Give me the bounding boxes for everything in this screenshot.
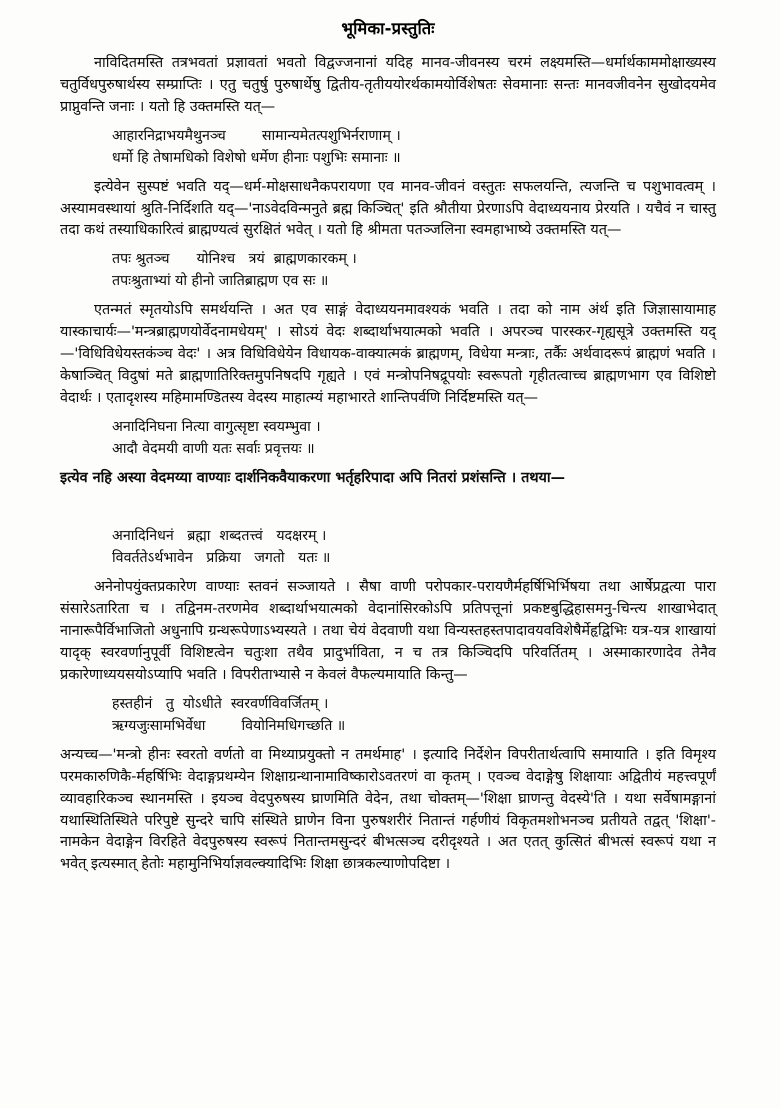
verse-line: तपः श्रुतञ्च योनिश्च त्रयं ब्राह्मणकारकम् । bbox=[112, 251, 357, 268]
paragraph: नाविदितमस्ति तत्रभवतां प्रज्ञावतां भवतो विद्वज्जनानां यदिह मानव-जीवनस्य चरमं लक्ष्यमस्ति—धर्मार्थकाममोक्षाख्यस्य चतुर्विधपुरुषार्थस्य सम्प्राप्तिः । एतु चतुर्षु पुरुषार्थेषु द्वितीय-तृतीययोरर्थकामयोर्विशेषतः सेवमानाः सन्तः मानवजीवनेन सुखोदयमेव प्राप्नुवन्ति जनाः । यतो हि उक्तमस्ति यत्— bbox=[60, 55, 716, 115]
verse-line: हस्तहीनं तु योऽधीते स्वरवर्णविवर्जितम् । bbox=[112, 695, 329, 712]
paragraph: अन्यच्च—'मन्त्रो हीनः स्वरतो वर्णतो वा मिथ्याप्रयुक्तो न तमर्थमाह' । इत्यादि निर्देशेन विपरीतार्थत्वापि समायाति । इति विमृश्य परमकारुणिकै-र्महर्षिभिः वेदाङ्गप्रथम्येन शिक्षाग्रन्थानामाविष्कारोऽवतरणं वा कृतम् । एवञ्च वेदाङ्गेषु शिक्षायाः अद्वितीयं महत्त्वपूर्णं व्यावहारिकञ्च स्थानमस्ति । इयञ्च वेदपुरुषस्य घ्राणमिति वेदेन, तथा चोक्तम्—'शिक्षा घ्राणन्तु वेदस्ये'ति । यथा सर्वेषामङ्गानां यथास्थितिस्थिते परिपुष्टे सुन्दरे चापि संस्थिते घ्राणेन विना पुरुषशरीरं नितान्तं गर्हणीयं विकृतमशोभनञ्च प्रतीयते तद्वत् 'शिक्षा'-नामकेन वेदाङ्गेन विरहिते वेदपुरुषस्य स्वरूपं नितान्तमसुन्दरं बीभत्सञ्च दरीदृश्यते । अत एतत् कुत्सितं बीभत्सं स्वरूपं यथा न भवेत् इत्यस्मात् हेतोः महामुनिभिर्याज्ञवल्क्यादिभिः शिक्षा छात्रकल्याणोपदिष्टा । bbox=[60, 746, 716, 873]
paragraph: एतन्मतं स्मृतयोऽपि समर्थयन्ति । अत एव साङ्गं वेदाध्ययनमावश्यकं भवति । तदा को नाम अंर्थ इति जिज्ञासायामाह यास्काचार्यः—'मन्त्रब्राह्मणयोर्वेदनामधेयम्' । सोऽयं वेदः शब्दार्थाभयात्मको भवति । अपरञ्च पारस्कर-गृह्यसूत्रे उक्तमस्ति यद्—'विधिविधेयस्तकंञ्च वेदः' । अत्र विधिविधेयेन विधायक-वाक्यात्मकं ब्राह्मणम्, विधेया मन्त्राः, तर्कैः अर्थवादरूपं ब्राह्मणं भवति । केषाञ्चित् विदुषां मते ब्राह्मणातिरिक्तमुपनिषदपि गृह्यते । एवं मन्त्रोपनिषद्रूपयोः स्वरूपतो गृहीतत्वाच्च ब्राह्मणभाग एव विशिष्टो वेदार्थः । एतादृशस्य महिमामण्डितस्य वेदस्य माहात्म्यं महाभारते शान्तिपर्वणि निर्दिष्टमस्ति यत्— bbox=[60, 302, 716, 406]
verse-line: अनादिनिघना नित्या वागुत्सृष्टा स्वयम्भुवा । bbox=[112, 418, 321, 435]
verse-line: ऋग्यजुःसामभिर्वेधा वियोनिमधिगच्छति ॥ bbox=[112, 717, 346, 734]
verse-line: धर्मो हि तेषामधिको विशेषो धर्मेण हीनाः पशुभिः समानाः ॥ bbox=[112, 149, 401, 166]
paragraph: अनेनोपयुंक्तप्रकारेण वाण्याः स्तवनं सञ्जायते । सैषा वाणी परोपकार-परायणैर्महर्षिभिर्भिषया तथा आर्षेप्रद्वत्या पारा संसारेऽतारिता च । तद्विनम-तरणमेव शब्दार्थाभयात्मको वेदानांसिरकोऽपि प्रतिपत्तूनां प्रकष्टबुद्धिहासमनु-चिन्त्य शाखाभेदात् नानारूपैर्विभाजितो अधुनापि ग्रन्थरूपेणाऽभ्यस्यते । तथा चेयं वेदवाणी यथा विन्यस्तहस्तपादावयवविशेषैर्मेहृद्विभिः यत्र-यत्र शाखायां यादृक् स्वरवर्णानुपूर्वी विशिष्टत्वेन चतुःशा तथैव प्रादुर्भाविता, न च तत्र किञ्चिदपि परिवर्तितम् । अस्माकारणादेव तेनैव प्रकारेणाध्ययसयोऽप्यापि भवति । विपरीताभ्यासेे न केवलं वैफल्यमायाति किन्तु— bbox=[60, 579, 716, 683]
verse-block bbox=[60, 693, 716, 737]
page-title: भूमिका-प्रस्तुतिः bbox=[341, 19, 435, 38]
verse-line: आहारनिद्राभयमैथुनञ्च सामान्यमेतत्पशुभिर्नराणाम् । bbox=[112, 127, 401, 144]
vertical-spacer bbox=[60, 493, 716, 519]
verse-line: अनादिनिधनं ब्रह्मा शब्दतत्त्वं यदक्षरम् । bbox=[112, 528, 327, 545]
verse-block bbox=[60, 416, 716, 460]
verse-line: आदौ वेदमयी वाणी यतः सर्वाः प्रवृत्तयः ॥ bbox=[112, 440, 315, 457]
verse-line: तपःश्रुताभ्यां यो हीनो जातिब्राह्मण एव सः ॥ bbox=[112, 273, 329, 290]
verse-block bbox=[60, 248, 716, 292]
verse-line: विवर्ततेऽर्थभावेन प्रक्रिया जगतो यतः ॥ bbox=[112, 550, 331, 567]
document-body bbox=[60, 53, 716, 876]
paragraph: इत्येवेन सुस्पष्टं भवति यद्—धर्म-मोक्षसाधनैकपरायणा एव मानव-जीवनं वस्तुतः सफलयन्ति, त्यजन्ति च पशुभावत्वम् । अस्यामवस्थायां श्रुति-निर्दिशति यद्—'नाऽवेदविन्मनुते ब्रह्म किञ्चित्' इति श्रौतीया प्रेरणाऽपि वेदाध्ययनाय प्रेरयति । यचैवं न चास्तु तदा कथं तस्याधिकारित्वं ब्राह्मण्यत्वं सुरक्षितं भवेत् । यतो हि श्रीमता पतञ्जलिना स्वमहाभाष्ये उक्तमस्ति यत्— bbox=[60, 178, 716, 239]
verse-block bbox=[60, 125, 716, 169]
verse-block bbox=[60, 525, 716, 569]
emphasis-paragraph: इत्येव नहि अस्या वेदमय्या वाण्याः दार्शनिकवैयाकरणा भर्तृहरिपादा अपि नितरां प्रशंसन्ति । तथया— bbox=[60, 469, 566, 486]
